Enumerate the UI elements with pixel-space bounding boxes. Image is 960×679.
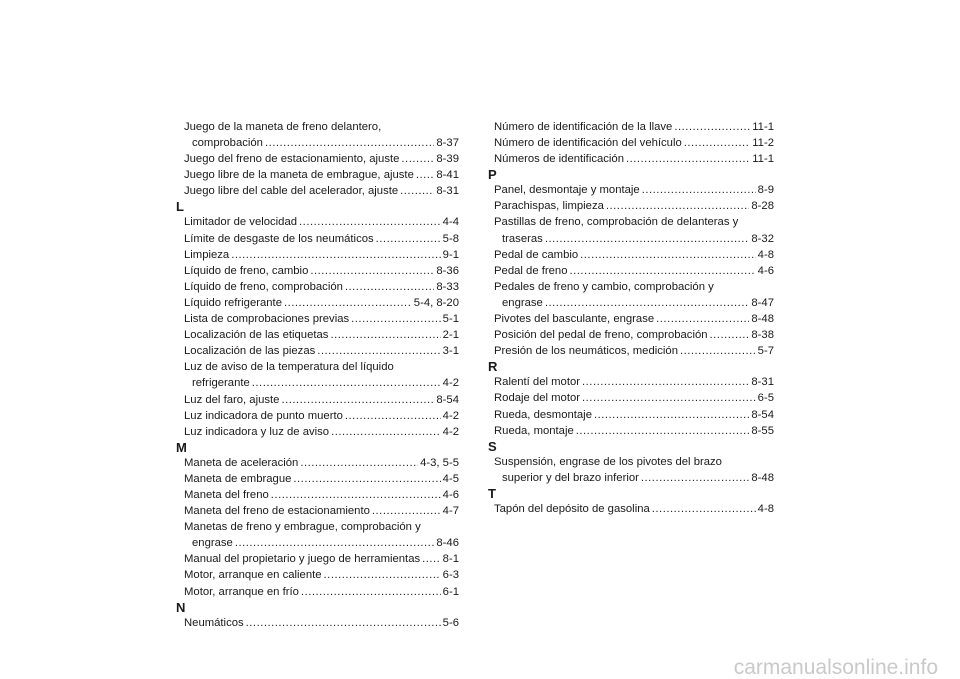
index-entry-maneta-del-freno[interactable] xyxy=(184,487,459,503)
index-entry-localizacion-de-las-piezas[interactable] xyxy=(184,343,459,359)
index-entry-neumaticos[interactable] xyxy=(184,615,459,631)
dot-leader xyxy=(246,615,441,631)
index-entry-ralenti-del-motor[interactable] xyxy=(494,374,774,390)
dot-leader xyxy=(265,135,434,151)
index-entry-page: 4-5 xyxy=(442,472,459,485)
index-entry-term: Juego libre de la maneta de embrague, ajuste xyxy=(184,169,414,182)
dot-leader xyxy=(576,423,750,439)
index-entry-maneta-del-freno-de-estacionamiento[interactable] xyxy=(184,503,459,519)
index-entry-comprobacion[interactable] xyxy=(184,135,459,151)
index-entry-term: engrase xyxy=(192,537,233,550)
index-entry-term: Luz indicadora y luz de aviso xyxy=(184,425,330,438)
dot-leader xyxy=(324,567,441,583)
index-entry-page: 4-8 xyxy=(757,248,774,261)
index-entry-page: 8-31 xyxy=(751,376,774,389)
dot-leader xyxy=(656,311,749,327)
dot-leader xyxy=(345,279,434,295)
dot-leader xyxy=(626,151,750,167)
dot-leader xyxy=(674,119,750,135)
dot-leader xyxy=(281,392,434,408)
index-entry-term: Rueda, desmontaje xyxy=(494,408,592,421)
index-entry-term: Maneta del freno xyxy=(184,488,269,501)
index-entry-page: 8-9 xyxy=(757,184,774,197)
index-entry-term: Límite de desgaste de los neumáticos xyxy=(184,232,374,245)
dot-leader xyxy=(684,135,750,151)
index-letter-heading: R xyxy=(488,359,498,375)
index-entry-page: 4-8 xyxy=(757,502,774,515)
dot-leader xyxy=(400,183,434,199)
index-entry-term: Líquido de freno, comprobación xyxy=(184,280,343,293)
index-entry-page: 8-31 xyxy=(436,185,459,198)
index-entry-term: Números de identificación xyxy=(494,153,624,166)
index-entry-page: 8-48 xyxy=(751,471,774,484)
watermark: carmanualsonline.info xyxy=(733,656,938,679)
index-entry-term: Manual del propietario y juego de herramientas xyxy=(184,553,421,566)
index-entry-page: 6-3 xyxy=(442,569,459,582)
index-entry-page: 11-1 xyxy=(752,153,774,166)
dot-leader xyxy=(606,198,749,214)
index-entry-numeros-de-identificacion[interactable] xyxy=(494,151,774,167)
dot-leader xyxy=(641,470,749,486)
dot-leader xyxy=(372,503,441,519)
index-entry-page: 8-55 xyxy=(751,424,774,437)
dot-leader xyxy=(582,390,756,406)
dot-leader xyxy=(331,424,441,440)
dot-leader xyxy=(582,374,749,390)
index-entry-term: Rodaje del motor xyxy=(494,392,581,405)
index-entry-rodaje-del-motor[interactable] xyxy=(494,390,774,406)
index-entry-page: 8-47 xyxy=(751,296,774,309)
dot-leader xyxy=(401,151,434,167)
index-letter-heading: M xyxy=(176,439,187,455)
index-entry-page: 4-2 xyxy=(442,409,459,422)
dot-leader xyxy=(345,408,441,424)
dot-leader xyxy=(416,167,435,183)
dot-leader xyxy=(330,327,440,343)
index-entry-juego-libre-del-cable-del-acelerador-aju[interactable] xyxy=(184,183,459,199)
index-entry-maneta-de-aceleracion[interactable] xyxy=(184,455,459,471)
index-entry-limitador-de-velocidad[interactable] xyxy=(184,214,459,230)
dot-leader xyxy=(652,501,756,517)
index-entry-term: comprobación xyxy=(192,137,263,150)
index-entry-page: 8-41 xyxy=(436,169,459,182)
index-entry-posicion-del-pedal-de-freno-comprobacion[interactable] xyxy=(494,327,774,343)
dot-leader xyxy=(252,375,441,391)
dot-leader xyxy=(271,487,441,503)
index-entry-term: Juego del freno de estacionamiento, ajuste xyxy=(184,153,400,166)
index-entry-refrigerante[interactable] xyxy=(184,375,459,391)
index-entry-page: 11-1 xyxy=(752,121,774,133)
dot-leader xyxy=(580,247,756,263)
index-entry-term: engrase xyxy=(502,296,543,309)
index-entry-term: Pivotes del basculante, engrase xyxy=(494,313,655,326)
dot-leader xyxy=(710,327,750,343)
index-entry-numero-de-identificacion-del-vehiculo[interactable] xyxy=(494,135,774,151)
dot-leader xyxy=(351,311,441,327)
dot-leader xyxy=(642,182,756,198)
index-entry-page: 8-1 xyxy=(442,553,459,566)
index-entry-page: 8-33 xyxy=(436,280,459,293)
index-entry-term: Maneta de embrague xyxy=(184,472,292,485)
index-entry-term: Parachispas, limpieza xyxy=(494,200,604,213)
index-entry-engrase[interactable] xyxy=(494,295,774,311)
index-entry-motor-arranque-en-caliente[interactable] xyxy=(184,567,459,583)
index-entry-page: 8-32 xyxy=(751,232,774,245)
dot-leader xyxy=(376,231,441,247)
index-entry-page: 5-7 xyxy=(757,345,774,358)
index-entry-term: Localización de las piezas xyxy=(184,345,316,358)
index-entry-page: 9-1 xyxy=(442,248,459,261)
dot-leader xyxy=(231,247,440,263)
index-entry-numero-de-identificacion-de-la-llave[interactable] xyxy=(494,119,774,135)
index-entry-page: 8-54 xyxy=(436,393,459,406)
index-entry-page: 3-1 xyxy=(442,345,459,358)
dot-leader xyxy=(545,231,750,247)
dot-leader xyxy=(284,295,412,311)
dot-leader xyxy=(310,263,434,279)
index-entry-page: 5-8 xyxy=(442,232,459,245)
index-entry-pedal-de-freno[interactable] xyxy=(494,263,774,279)
index-entry-luz-indicadora-y-luz-de-aviso[interactable] xyxy=(184,424,459,440)
index-entry-rueda-desmontaje[interactable] xyxy=(494,407,774,423)
index-entry-term: superior y del brazo inferior xyxy=(502,471,639,484)
index-entry-superior-y-del-brazo-inferior[interactable] xyxy=(494,470,774,486)
index-entry-line: Manetas de freno y embrague, comprobación y xyxy=(184,521,421,534)
index-column-left xyxy=(176,119,459,631)
index-entry-line: Luz de aviso de la temperatura del líquido xyxy=(184,361,394,374)
index-entry-page: 4-2 xyxy=(442,425,459,438)
index-entry-page: 8-36 xyxy=(436,264,459,277)
index-entry-line: Pedales de freno y cambio, comprobación y xyxy=(494,280,714,293)
index-entry-term: Motor, arranque en caliente xyxy=(184,569,322,582)
index-entry-pedal-de-cambio[interactable] xyxy=(494,247,774,263)
index-entry-page: 4-6 xyxy=(442,488,459,501)
index-entry-term: Tapón del depósito de gasolina xyxy=(494,502,650,515)
index-letter-heading: T xyxy=(488,485,496,501)
index-entry-term: Número de identificación de la llave xyxy=(494,121,673,133)
index-entry-term: Pedal de freno xyxy=(494,264,568,277)
index-entry-page: 4-7 xyxy=(442,505,459,518)
index-entry-page: 4-4 xyxy=(442,216,459,229)
index-entry-page: 8-39 xyxy=(436,153,459,166)
index-entry-term: Ralentí del motor xyxy=(494,376,581,389)
index-entry-term: Posición del pedal de freno, comprobación xyxy=(494,329,708,342)
index-entry-line: Juego de la maneta de freno delantero, xyxy=(184,121,382,133)
index-letter-heading: S xyxy=(488,438,497,454)
index-entry-term: Localización de las etiquetas xyxy=(184,329,329,342)
index-entry-line: Pastillas de freno, comprobación de delanteras y xyxy=(494,216,739,229)
index-entry-page: 5-1 xyxy=(442,313,459,326)
index-entry-term: Pedal de cambio xyxy=(494,248,579,261)
index-entry-page: 5-6 xyxy=(442,616,459,629)
index-entry-term: Líquido refrigerante xyxy=(184,296,282,309)
index-entry-line: Suspensión, engrase de los pivotes del brazo xyxy=(494,455,722,468)
dot-leader xyxy=(299,214,441,230)
index-entry-rueda-montaje[interactable] xyxy=(494,423,774,439)
index-entry-juego-del-freno-de-estacionamiento-ajust[interactable] xyxy=(184,151,459,167)
index-entry-page: 6-1 xyxy=(442,585,459,598)
index-entry-term: refrigerante xyxy=(192,377,250,390)
index-entry-term: Número de identificación del vehículo xyxy=(494,137,682,150)
index-entry-motor-arranque-en-frio[interactable] xyxy=(184,584,459,600)
index-entry-page: 11-2 xyxy=(752,137,774,150)
index-entry-page: 8-28 xyxy=(751,200,774,213)
index-letter-heading: N xyxy=(176,599,186,615)
dot-leader xyxy=(545,295,750,311)
index-entry-maneta-de-embrague[interactable] xyxy=(184,471,459,487)
index-entry-term: Juego libre del cable del acelerador, ajuste xyxy=(184,185,399,198)
index-entry-term: Limpieza xyxy=(184,248,230,261)
index-entry-term: Luz indicadora de punto muerto xyxy=(184,409,343,422)
index-entry-juego-libre-de-la-maneta-de-embrague-aju[interactable] xyxy=(184,167,459,183)
index-entry-page: 8-48 xyxy=(751,313,774,326)
index-entry-page: 8-38 xyxy=(751,329,774,342)
index-column-right xyxy=(488,119,774,517)
index-entry-localizacion-de-las-etiquetas[interactable] xyxy=(184,327,459,343)
index-entry-luz-indicadora-de-punto-muerto[interactable] xyxy=(184,408,459,424)
index-entry-term: Limitador de velocidad xyxy=(184,216,298,229)
index-entry-luz-del-faro-ajuste[interactable] xyxy=(184,392,459,408)
index-entry-term: Motor, arranque en frío xyxy=(184,585,299,598)
index-entry-lista-de-comprobaciones-previas[interactable] xyxy=(184,311,459,327)
index-entry-page: 8-46 xyxy=(436,537,459,550)
dot-leader xyxy=(317,343,440,359)
dot-leader xyxy=(235,535,435,551)
index-entry-term: Maneta de aceleración xyxy=(184,456,299,469)
index-entry-term: Luz del faro, ajuste xyxy=(184,393,280,406)
index-entry-limite-de-desgaste-de-los-neumaticos[interactable] xyxy=(184,231,459,247)
index-entry-term: Lista de comprobaciones previas xyxy=(184,313,350,326)
index-entry-pivotes-del-basculante-engrase[interactable] xyxy=(494,311,774,327)
dot-leader xyxy=(300,455,418,471)
index-entry-page: 5-4, 8-20 xyxy=(413,296,459,309)
index-entry-presion-de-los-neumaticos-medicion[interactable] xyxy=(494,343,774,359)
dot-leader xyxy=(594,407,749,423)
index-entry-term: Rueda, montaje xyxy=(494,424,574,437)
index-entry-page: 2-1 xyxy=(442,329,459,342)
index-entry-term: Maneta del freno de estacionamiento xyxy=(184,505,370,518)
index-entry-engrase[interactable] xyxy=(184,535,459,551)
dot-leader xyxy=(570,263,756,279)
index-entry-term: Presión de los neumáticos, medición xyxy=(494,345,678,358)
index-entry-limpieza[interactable] xyxy=(184,247,459,263)
index-entry-traseras[interactable] xyxy=(494,231,774,247)
index-entry-manual-del-propietario-y-juego-de-herram[interactable] xyxy=(184,551,459,567)
index-entry-page: 4-6 xyxy=(757,264,774,277)
index-entry-tapon-del-deposito-de-gasolina[interactable] xyxy=(494,501,774,517)
index-entry-page: 6-5 xyxy=(757,392,774,405)
index-entry-liquido-refrigerante[interactable] xyxy=(184,295,459,311)
index-entry-term: Líquido de freno, cambio xyxy=(184,264,309,277)
index-entry-term: Neumáticos xyxy=(184,616,244,629)
dot-leader xyxy=(293,471,440,487)
dot-leader xyxy=(422,551,441,567)
index-entry-term: Panel, desmontaje y montaje xyxy=(494,184,640,197)
dot-leader xyxy=(680,343,756,359)
index-letter-heading: L xyxy=(176,199,184,215)
dot-leader xyxy=(301,584,441,600)
index-entry-panel-desmontaje-y-montaje[interactable] xyxy=(494,182,774,198)
index-entry-page: 8-37 xyxy=(436,137,459,150)
index-entry-parachispas-limpieza[interactable] xyxy=(494,198,774,214)
index-entry-liquido-de-freno-comprobacion[interactable] xyxy=(184,279,459,295)
index-entry-page: 8-54 xyxy=(751,408,774,421)
index-entry-page: 4-2 xyxy=(442,377,459,390)
index-entry-page: 4-3, 5-5 xyxy=(420,456,459,469)
index-letter-heading: P xyxy=(488,167,497,183)
index-entry-liquido-de-freno-cambio[interactable] xyxy=(184,263,459,279)
index-entry-term: traseras xyxy=(502,232,543,245)
